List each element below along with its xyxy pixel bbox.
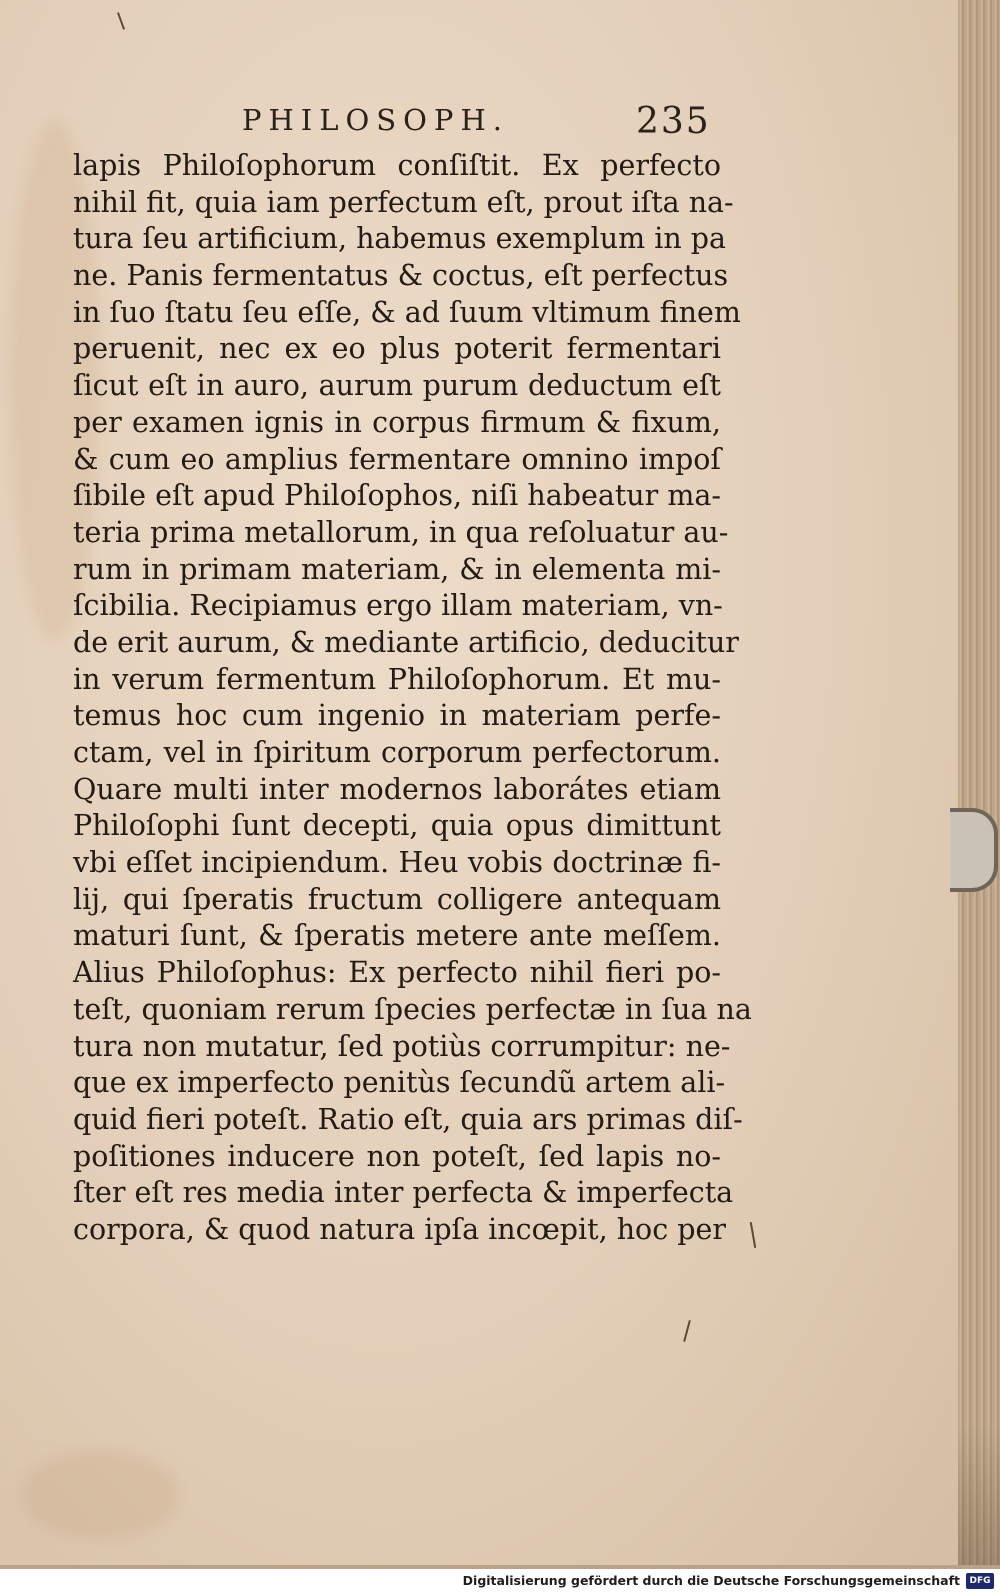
book-clasp: [950, 808, 998, 892]
footer-bar: [0, 1569, 1000, 1594]
text-line: ſicut eſt in auro, aurum purum deductum eſt: [73, 369, 721, 403]
text-line: Philoſophi ſunt decepti, quia opus dimittunt: [73, 809, 721, 843]
margin-mark: [750, 1222, 756, 1248]
dfg-logo: DFG: [966, 1573, 994, 1589]
text-line: in verum fermentum Philoſophorum. Et mu-: [73, 662, 721, 696]
footer-credit: Digitalisierung gefördert durch die Deutsche Forschungsgemeinschaft: [462, 1573, 960, 1588]
text-line: ne. Panis fermentatus & coctus, eſt perfectus: [73, 259, 729, 293]
text-line: rum in primam materiam, & in elementa mi-: [73, 552, 721, 586]
text-line: de erit aurum, & mediante artificio, deducitur: [73, 625, 739, 659]
text-line: maturi ſunt, & ſperatis metere ante meſſem.: [73, 919, 721, 953]
text-line: Alius Philoſophus: Ex perfecto nihil fieri po-: [73, 956, 721, 990]
text-line: ſibile eſt apud Philoſophos, niſi habeatur ma-: [73, 479, 721, 513]
text-line: teſt, quoniam rerum ſpecies perfectæ in ſua na: [73, 992, 752, 1026]
text-line: temus hoc cum ingenio in materiam perfe-: [73, 699, 721, 733]
margin-mark: [683, 1320, 691, 1342]
water-stain: [20, 1450, 180, 1540]
text-line: ctam, vel in ſpiritum corporum perfectorum.: [73, 736, 721, 769]
text-line: nihil fit, quia iam perfectum eſt, prout iſta na-: [73, 185, 734, 219]
text-line: tura non mutatur, ſed potiùs corrumpitur: ne-: [73, 1029, 731, 1063]
text-line: & cum eo amplius fermentare omnino impoſ: [73, 442, 721, 476]
text-line: peruenit, nec ex eo plus poterit fermentari: [73, 332, 721, 366]
text-line: teria prima metallorum, in qua reſoluatur au-: [73, 515, 729, 549]
text-line: in ſuo ſtatu ſeu eſſe, & ad ſuum vltimum finem: [73, 295, 741, 329]
text-line: poſitiones inducere non poteſt, ſed lapis no-: [73, 1139, 721, 1173]
running-head-title: PHILOSOPH.: [242, 103, 509, 137]
text-line: lapis Philoſophorum conſiſtit. Ex perfecto: [73, 149, 721, 182]
running-head: [0, 103, 958, 143]
text-line: per examen ignis in corpus firmum & fixum,: [73, 405, 721, 439]
text-line: tura ſeu artificium, habemus exemplum in pa: [73, 222, 726, 256]
text-line: Quare multi inter modernos laborátes etiam: [73, 772, 721, 806]
text-line: corpora, & quod natura ipſa incœpit, hoc per: [73, 1212, 726, 1246]
page-number: 235: [636, 101, 711, 142]
text-line: ſter eſt res media inter perfecta & imperfecta: [73, 1176, 734, 1210]
text-line: vbi eſſet incipiendum. Heu vobis doctrinæ fi-: [73, 846, 721, 880]
text-line: ſcibilia. Recipiamus ergo illam materiam, vn-: [73, 589, 723, 623]
text-line: que ex imperfecto penitùs ſecundũ artem ali-: [73, 1066, 726, 1100]
body-text: [73, 148, 752, 1249]
text-line: quid fieri poteſt. Ratio eſt, quia ars primas diſ-: [73, 1102, 743, 1136]
text-line: lij, qui ſperatis fructum colligere antequam: [73, 882, 721, 916]
margin-mark: [117, 12, 125, 30]
page-edges: [958, 0, 1000, 1565]
